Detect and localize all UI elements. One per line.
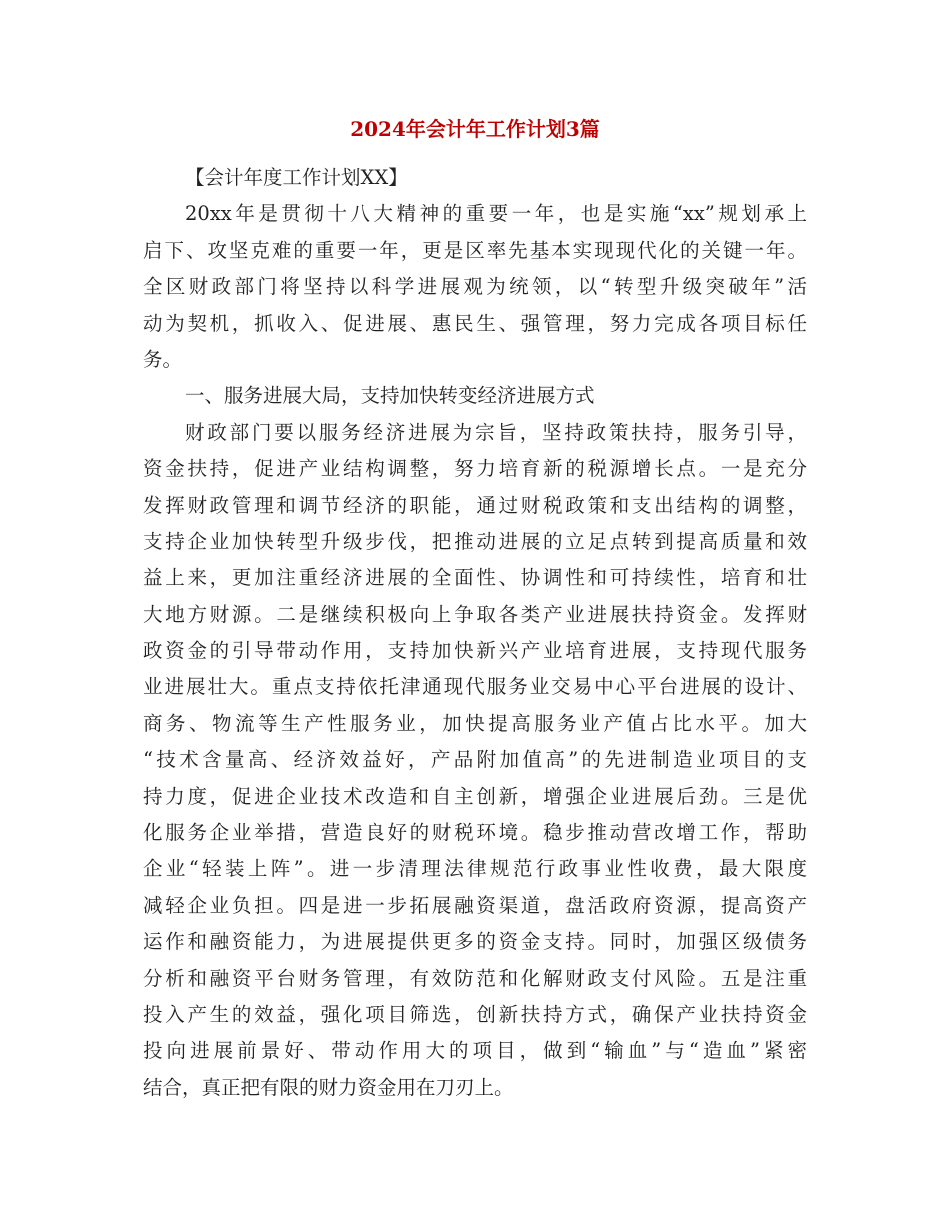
paragraph-line: 务。: [143, 347, 183, 371]
paragraph-line: 业进展壮大。重点支持依托津通现代服务业交易中心平台进展的设计、: [143, 675, 807, 699]
paragraph-line: 大地方财源。二是继续积极向上争取各类产业进展扶持资金。发挥财: [143, 602, 807, 626]
section-heading: 一、服务进展大局，支持加快转变经济进展方式: [185, 384, 595, 408]
paragraph-line: 支持企业加快转型升级步伐，把推动进展的立足点转到提高质量和效: [143, 529, 807, 553]
paragraph-line: 启下、攻坚克难的重要一年，更是区率先基本实现现代化的关键一年。: [143, 238, 807, 262]
paragraph-line: 政资金的引导带动作用，支持加快新兴产业培育进展，支持现代服务: [143, 639, 807, 663]
paragraph-line: 益上来，更加注重经济进展的全面性、协调性和可持续性，培育和壮: [143, 566, 807, 590]
paragraph-line: 财政部门要以服务经济进展为宗旨，坚持政策扶持，服务引导，: [185, 420, 807, 444]
paragraph-line: 投向进展前景好、带动作用大的项目，做到“输血”与“造血”紧密: [143, 1039, 807, 1063]
paragraph-line: 动为契机，抓收入、促进展、惠民生、强管理，努力完成各项目标任: [143, 311, 807, 335]
paragraph-line: 减轻企业负担。四是进一步拓展融资渠道，盘活政府资源，提高资产: [143, 893, 807, 917]
document-title: 2024年会计年工作计划3篇: [350, 117, 600, 141]
paragraph-line: 运作和融资能力，为进展提供更多的资金支持。同时，加强区级债务: [143, 930, 807, 954]
paragraph-line: 商务、物流等生产性服务业，加快提高服务业产值占比水平。加大: [143, 711, 807, 735]
paragraph-line: 化服务企业举措，营造良好的财税环境。稳步推动营改增工作，帮助: [143, 821, 807, 845]
paragraph-line: 资金扶持，促进产业结构调整，努力培育新的税源增长点。一是充分: [143, 457, 807, 481]
paragraph-line: 持力度，促进企业技术改造和自主创新，增强企业进展后劲。三是优: [143, 784, 807, 808]
document-body: [143, 160, 807, 1106]
paragraph-line: 投入产生的效益，强化项目筛选，创新扶持方式，确保产业扶持资金: [143, 1002, 807, 1026]
section-heading: 【会计年度工作计划XX】: [185, 166, 408, 189]
paragraph-line: 全区财政部门将坚持以科学进展观为统领，以“转型升级突破年”活: [143, 275, 807, 299]
paragraph-line: 分析和融资平台财务管理，有效防范和化解财政支付风险。五是注重: [143, 966, 807, 990]
paragraph-line: 发挥财政管理和调节经济的职能，通过财税政策和支出结构的调整，: [143, 493, 807, 517]
paragraph-line: 企业“轻装上阵”。进一步清理法律规范行政事业性收费，最大限度: [143, 857, 807, 881]
paragraph-line: “技术含量高、经济效益好，产品附加值高”的先进制造业项目的支: [143, 748, 807, 772]
paragraph-line: 20xx年是贯彻十八大精神的重要一年，也是实施“xx”规划承上: [185, 202, 807, 226]
paragraph-line: 结合，真正把有限的财力资金用在刀刃上。: [143, 1075, 514, 1099]
